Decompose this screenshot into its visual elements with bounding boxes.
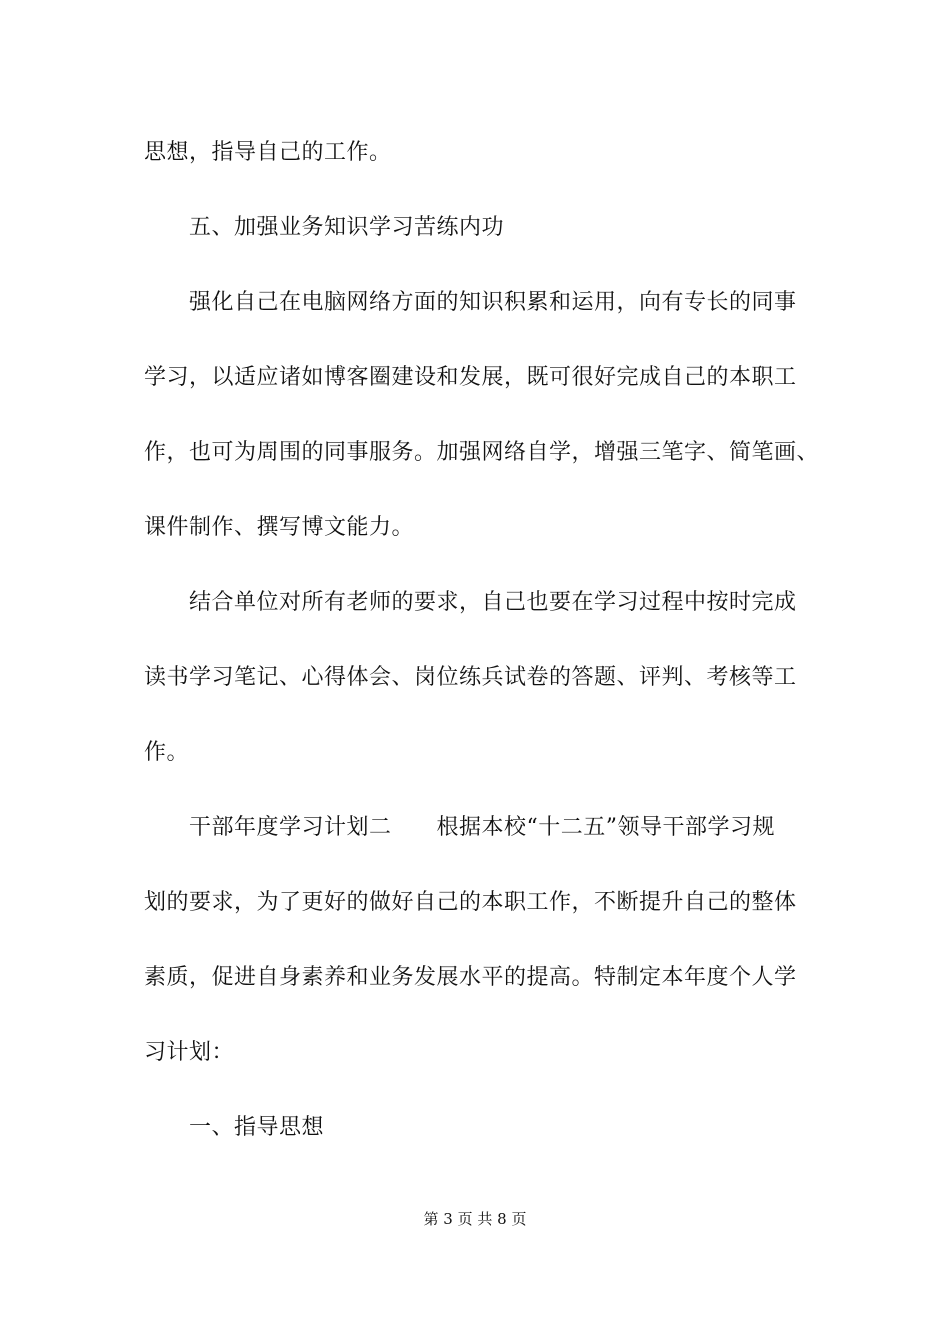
text-line: 思想，指导自己的工作。 (144, 140, 392, 165)
text-line: 习计划： (144, 1040, 235, 1065)
text-line: 作，也可为周围的同事服务。加强网络自学，增强三笔字、简笔画、 (144, 440, 820, 465)
text-line: 结合单位对所有老师的要求，自己也要在学习过程中按时完成 (189, 590, 797, 615)
text-line: 作。 (144, 740, 190, 765)
text-line: 干部年度学习计划二 根据本校“十二五”领导干部学习规 (189, 815, 775, 840)
section-heading: 五、加强业务知识学习苦练内功 (189, 215, 505, 240)
text-line: 课件制作、撰写博文能力。 (144, 515, 415, 540)
text-line: 读书学习笔记、心得体会、岗位练兵试卷的答题、评判、考核等工 (144, 665, 797, 690)
text-line: 学习，以适应诸如博客圈建设和发展，既可很好完成自己的本职工 (144, 365, 797, 390)
section-heading: 一、指导思想 (189, 1115, 325, 1140)
text-line: 强化自己在电脑网络方面的知识积累和运用，向有专长的同事 (189, 290, 797, 315)
text-line: 素质，促进自身素养和业务发展水平的提高。特制定本年度个人学 (144, 965, 797, 990)
page-number: 第 3 页 共 8 页 (423, 1210, 527, 1228)
text-line: 划的要求，为了更好的做好自己的本职工作，不断提升自己的整体 (144, 890, 797, 915)
